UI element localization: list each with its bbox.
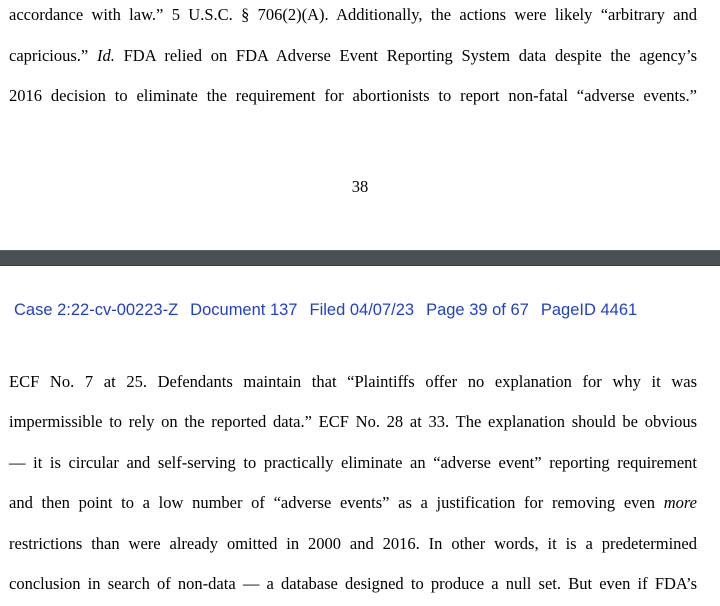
page-count: Page 39 of 67 xyxy=(426,301,529,319)
case-number: Case 2:22-cv-00223-Z xyxy=(14,301,179,319)
text-segment: and then point to a low number of “adverse events” as a justification for removing even xyxy=(9,493,656,512)
page-38 xyxy=(0,0,720,250)
page-39 xyxy=(0,266,720,606)
text-line: conclusion in search of non-data — a database designed to produce a null set. But even if FDA’s xyxy=(9,574,697,593)
page-number: 38 xyxy=(351,177,369,196)
text-segment: capricious.” xyxy=(9,46,89,65)
text-segment: FDA relied on FDA Adverse Event Reporting System data despite the agency’s xyxy=(123,46,698,65)
text-line xyxy=(9,46,697,66)
text-line: accordance with law.” 5 U.S.C. § 706(2)(A). Additionally, the actions were likely “arbitrary and xyxy=(9,5,697,24)
text-line: restrictions than were already omitted in 2000 and 2016. In other words, it is a predetermined xyxy=(9,534,697,553)
case-header xyxy=(14,300,637,320)
text-line: 2016 decision to eliminate the requirement for abortionists to report non-fatal “adverse events.” xyxy=(9,86,697,105)
page-separator xyxy=(0,250,720,266)
text-line: — it is circular and self-serving to practically eliminate an “adverse event” reporting requirement xyxy=(9,453,697,472)
citation-id: Id. xyxy=(97,46,115,65)
text-line: impermissible to rely on the reported data.” ECF No. 28 at 33. The explanation should be obvious xyxy=(9,412,697,431)
emphasis-more: more xyxy=(663,493,698,512)
text-line xyxy=(9,493,697,513)
page-id: PageID 4461 xyxy=(540,301,638,319)
text-line: ECF No. 7 at 25. Defendants maintain that “Plaintiffs offer no explanation for why it was xyxy=(9,372,697,391)
filed-date: Filed 04/07/23 xyxy=(309,301,415,319)
document-number: Document 137 xyxy=(190,301,298,319)
